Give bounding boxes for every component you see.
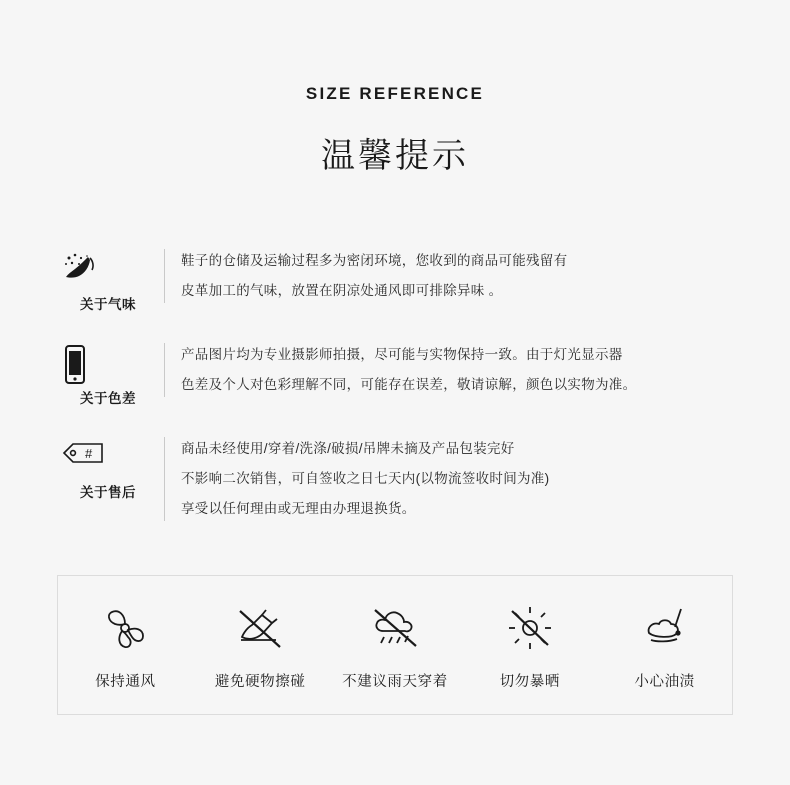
note-row — [60, 249, 744, 313]
no-hard-object-scratch-icon — [196, 600, 324, 656]
note-icon-column — [60, 343, 156, 407]
smell-icon — [60, 251, 156, 289]
note-caption: 关于气味 — [80, 297, 136, 312]
note-line: 产品图片均为专业摄影师拍摄，尽可能与实物保持一致。由于灯光显示器 — [181, 347, 623, 362]
note-line: 色差及个人对色彩理解不同，可能存在误差，敬请谅解，颜色以实物为准。 — [181, 377, 637, 392]
note-row — [60, 437, 744, 521]
care-item-no-rain — [331, 600, 459, 691]
care-item-label: 避免硬物擦碰 — [214, 673, 306, 690]
phone-screen-icon — [60, 345, 156, 383]
page-title-english: SIZE REFERENCE — [305, 84, 485, 103]
care-item-ventilation — [61, 600, 189, 691]
no-sun-exposure-icon — [466, 600, 594, 656]
page-title-chinese: 温馨提示 — [321, 136, 469, 176]
care-item-no-sun — [466, 600, 594, 691]
note-line: 鞋子的仓储及运输过程多为密闭环境，您收到的商品可能残留有 — [181, 253, 568, 268]
note-caption: 关于售后 — [80, 485, 136, 500]
note-icon-column — [60, 437, 156, 501]
notes-section — [0, 249, 790, 521]
note-icon-column — [60, 249, 156, 313]
care-instructions-panel — [57, 575, 733, 715]
note-body — [164, 437, 744, 521]
no-rain-icon — [331, 600, 459, 656]
note-body — [164, 249, 744, 303]
care-item-label: 不建议雨天穿着 — [342, 673, 448, 690]
tag-icon — [60, 439, 156, 477]
note-line: 不影响二次销售，可自签收之日七天内(以物流签收时间为准) — [181, 471, 550, 486]
svg-text:#: # — [85, 446, 93, 461]
care-item-label: 切勿暴晒 — [499, 673, 560, 690]
note-caption: 关于色差 — [80, 391, 136, 406]
note-row — [60, 343, 744, 407]
care-item-label: 保持通风 — [95, 673, 156, 690]
care-item-oil-stain — [601, 600, 729, 691]
care-item-label: 小心油渍 — [634, 673, 695, 690]
oil-stain-warning-icon — [601, 600, 729, 656]
note-line: 皮革加工的气味，放置在阴凉处通风即可排除异味 。 — [181, 283, 503, 298]
note-line: 享受以任何理由或无理由办理退换货。 — [181, 501, 416, 516]
note-line: 商品未经使用/穿着/洗涤/破损/吊牌未摘及产品包装完好 — [181, 441, 515, 456]
page-header — [0, 0, 790, 177]
note-body — [164, 343, 744, 397]
care-item-no-scratch — [196, 600, 324, 691]
fan-ventilation-icon — [61, 600, 189, 656]
